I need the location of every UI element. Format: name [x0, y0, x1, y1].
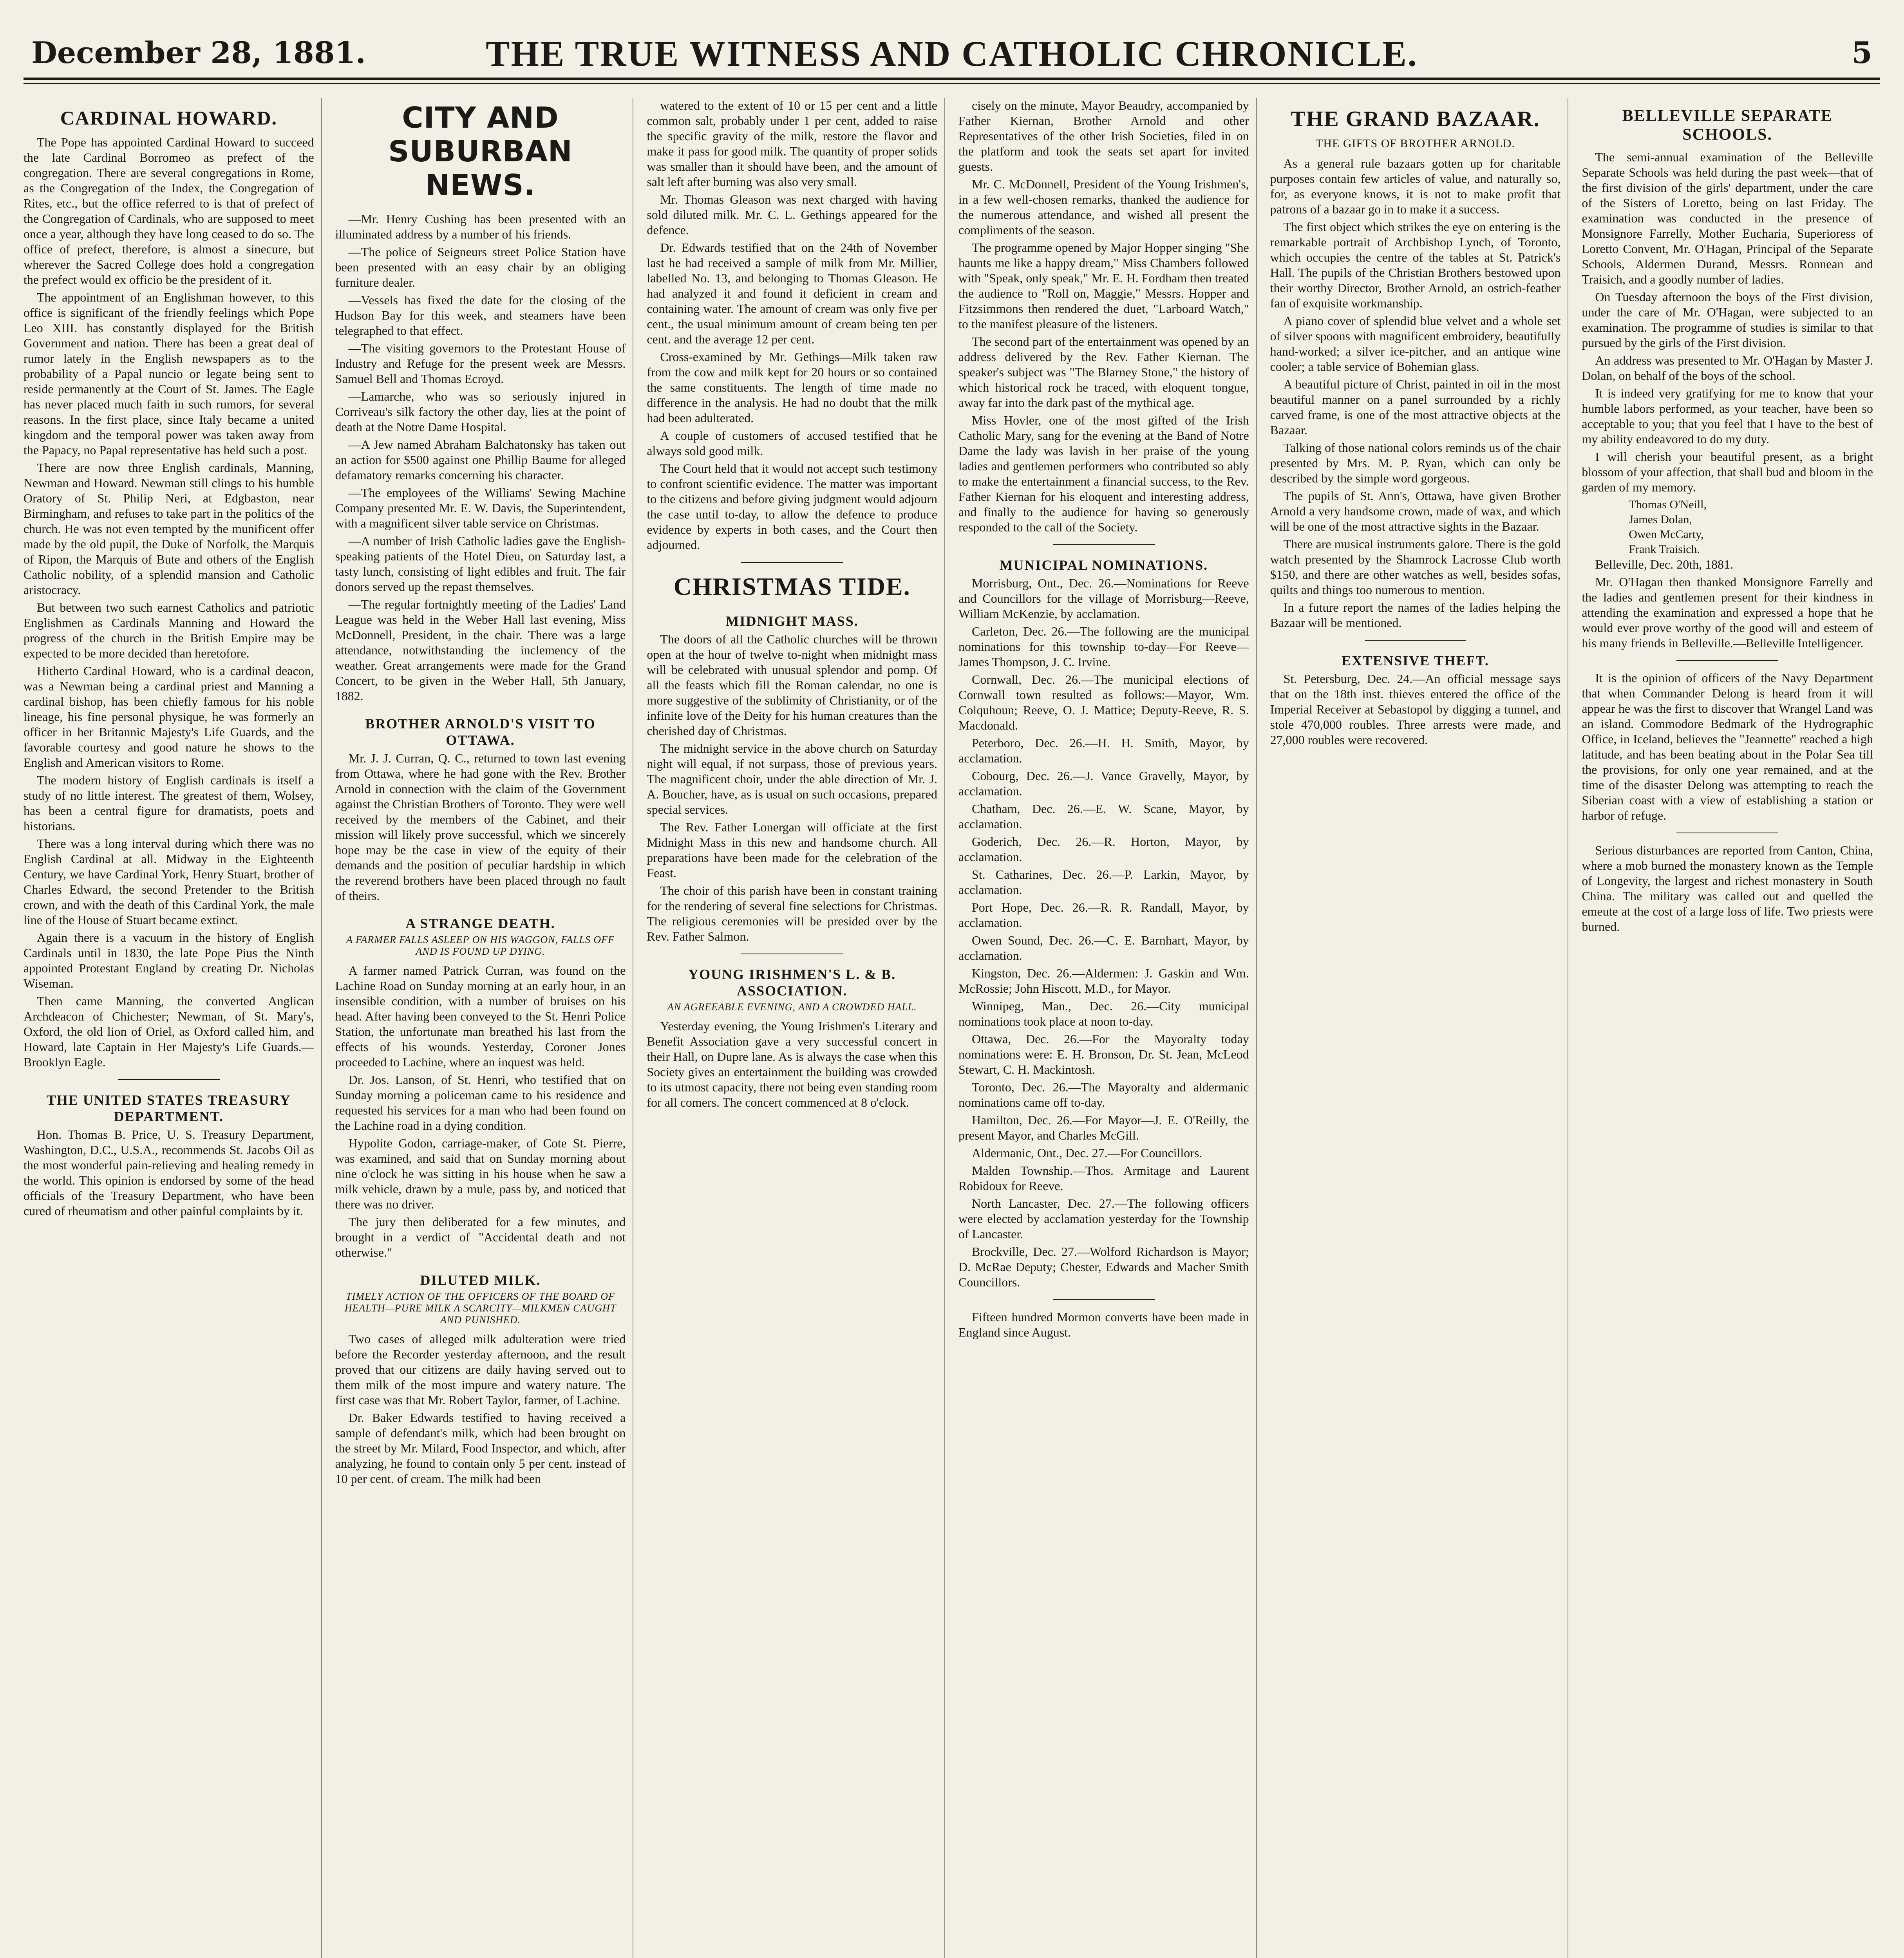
- article-paragraph: A beautiful picture of Christ, painted in oil in the most beautiful manner on a panel surrounded by a richly carved frame, is one of the most attractive objects at the Bazaar.: [1270, 377, 1561, 437]
- article-heading: EXTENSIVE THEFT.: [1342, 653, 1489, 668]
- news-item: —A Jew named Abraham Balchatonsky has taken out an action for $500 against one Phillip Baume for alleged defamatory remarks concerning his character.: [335, 437, 626, 482]
- article-heading: YOUNG IRISHMEN'S L. & B. ASSOCIATION.: [688, 966, 896, 999]
- nomination-item: Port Hope, Dec. 26.—R. R. Randall, Mayor, by acclamation.: [958, 900, 1249, 930]
- article-subheading: TIMELY ACTION OF THE OFFICERS OF THE BOARD OF HEALTH—PURE MILK A SCARCITY—MILKMEN CAUGHT AND PUNISHED.: [344, 1291, 617, 1326]
- nomination-item: Malden Township.—Thos. Armitage and Laurent Robidoux for Reeve.: [958, 1163, 1249, 1193]
- article-paragraph: An address was presented to Mr. O'Hagan by Master J. Dolan, on behalf of the boys of the school.: [1582, 353, 1873, 383]
- masthead-rule: [24, 78, 1880, 80]
- section-heading: CHRISTMAS TIDE.: [673, 573, 911, 600]
- signature-name: Thomas O'Neill,: [1629, 498, 1707, 511]
- section-heading: CITY AND SUBURBAN NEWS.: [388, 101, 573, 202]
- news-item: —A number of Irish Catholic ladies gave the English-speaking patients of the Hotel Dieu, on Saturday last, a tasty lunch, consisting of light edibles and fruit. The fair donors served up the repast themselves.: [335, 534, 626, 594]
- news-item: —Lamarche, who was so seriously injured in Corriveau's silk factory the other day, lies at the point of death at the Notre Dame Hospital.: [335, 389, 626, 434]
- column-4: [958, 98, 1257, 1958]
- article-subheading: AN AGREEABLE EVENING, AND A CROWDED HALL.: [667, 1001, 917, 1013]
- article-paragraph: Yesterday evening, the Young Irishmen's Literary and Benefit Association gave a very successful concert in their Hall, on Dupre lane. As is always the case when this Society gives an entertainment the building was crowded to its utmost capacity, there not being even standing room for all comers. The concert commenced at 8 o'clock.: [647, 1019, 937, 1109]
- article-subheading: THE GIFTS OF BROTHER ARNOLD.: [1316, 137, 1515, 150]
- column-3: [647, 98, 945, 1958]
- section-divider: [1365, 640, 1466, 641]
- section-divider: [1053, 544, 1155, 545]
- article-paragraph: Miss Hovler, one of the most gifted of the Irish Catholic Mary, sang for the evening at the Band of Notre Dame the lady was lavish in her praise of the young ladies and gentlemen performers who contributed so ably to make the entertainment a financial success, to the Rev. Father Kiernan for his eloquent and interesting address, and finally to the audience for having so generously responded to the call of the Society.: [958, 413, 1249, 534]
- news-item: —Mr. Henry Cushing has been presented with an illuminated address by a number of his friends.: [335, 212, 626, 241]
- article-paragraph: Hon. Thomas B. Price, U. S. Treasury Department, Washington, D.C., U.S.A., recommends St. Jacobs Oil as the most wonderful pain-relieving and healing remedy in the world. This opinion is endorsed by some of the head officials of the Treasury Department, who have been cured of rheumatism and other painful complaints by it.: [24, 1127, 314, 1218]
- section-divider: [741, 562, 843, 563]
- article-paragraph: On Tuesday afternoon the boys of the First division, under the care of Mr. O'Hagan, were subjected to an examination. The programme of studies is similar to that pursued by the girls of the First division.: [1582, 290, 1873, 350]
- article-paragraph: A piano cover of splendid blue velvet and a whole set of silver spoons with magnificent embroidery, beautifully hand-worked; a silver ice-pitcher, and an antique wine cooler; a table service of Bohemian glass.: [1270, 314, 1561, 374]
- nomination-item: Morrisburg, Ont., Dec. 26.—Nominations for Reeve and Councillors for the village of Morrisburg—Reeve, William McKenzie, by acclamation.: [958, 576, 1249, 621]
- column-1: [24, 98, 322, 1958]
- article-paragraph: The pupils of St. Ann's, Ottawa, have given Brother Arnold a very handsome crown, made of wax, and which will be one of the most attractive sights in the Bazaar.: [1270, 489, 1561, 533]
- article-paragraph: A couple of customers of accused testified that he always sold good milk.: [647, 428, 937, 458]
- article-paragraph: Dr. Jos. Lanson, of St. Henri, who testified that on Sunday morning a policeman came to his residence and requested his services for a man who had been found on the Lachine road in a dying condition.: [335, 1073, 626, 1133]
- article-paragraph: A farmer named Patrick Curran, was found on the Lachine Road on Sunday morning at an early hour, in an insensible condition, with a number of bruises on his head. After having been conveyed to the St. Henri Police Station, the unfortunate man breathed his last from the effects of his wounds. Yesterday, Coroner Jones proceeded to Lachine, where an inquest was held.: [335, 963, 626, 1069]
- page-number: 5: [1852, 35, 1872, 70]
- article-paragraph: The midnight service in the above church on Saturday night will equal, if not surpass, those of previous years. The magnificent choir, under the able direction of Mr. J. A. Boucher, have, as is usual on such occasions, prepared special services.: [647, 741, 937, 816]
- article-paragraph: The choir of this parish have been in constant training for the rendering of several fine selections for Christmas. The religious ceremonies will be presided over by the Rev. Father Salmon.: [647, 883, 937, 943]
- article-paragraph: The Pope has appointed Cardinal Howard to succeed the late Cardinal Borromeo as prefect of the congregation. There are several congregations in Rome, as the Congregation of the Index, the Congregation of Rites, etc., but the office referred to is that of prefect of the Congregation of Cardinals, who are supposed to meet once a year, although they have long ceased to do so. The office of prefect, therefore, is almost a sinecure, but wherever the Sacred College does hold a congregation the prefect would ex officio be the president of it.: [24, 135, 314, 287]
- section-divider: [118, 1079, 220, 1080]
- article-paragraph: Cross-examined by Mr. Gethings—Milk taken raw from the cow and milk kept for 20 hours or so contained the same constituents. The length of time made no difference in the analysis. He had no doubt that the milk had been adulterated.: [647, 350, 937, 425]
- article-paragraph: cisely on the minute, Mayor Beaudry, accompanied by Father Kiernan, Brother Arnold and other Representatives of the other Irish Societies, filed in on the platform and took the seats set apart for invited guests.: [958, 98, 1249, 173]
- nomination-item: Chatham, Dec. 26.—E. W. Scane, Mayor, by acclamation.: [958, 802, 1249, 831]
- nomination-item: Aldermanic, Ont., Dec. 27.—For Councillors.: [972, 1146, 1202, 1160]
- article-paragraph: Two cases of alleged milk adulteration were tried before the Recorder yesterday afternoon, and the result proved that our citizens are daily having served out to them milk of the most impure and watery nature. The first case was that Mr. Robert Taylor, farmer, of Lachine.: [335, 1332, 626, 1407]
- section-divider: [1676, 660, 1778, 661]
- article-paragraph: There was a long interval during which there was no English Cardinal at all. Midway in the Eighteenth Century, we have Cardinal York, Henry Stuart, brother of Charles Edward, the second Pretender to the British crown, and with the death of this Cardinal York, the male line of the House of Stuart became extinct.: [24, 836, 314, 927]
- nomination-item: Ottawa, Dec. 26.—For the Mayoralty today nominations were: E. H. Bronson, Dr. St. Jean, McLeod Stewart, C. H. Mackintosh.: [958, 1032, 1249, 1077]
- nomination-item: Cornwall, Dec. 26.—The municipal elections of Cornwall town resulted as follows:—Mayor, Wm. Colquhoun; Reeve, O. J. Mattice; Deputy-Reeve, R. S. Macdonald.: [958, 672, 1249, 732]
- issue-date: December 28, 1881.: [31, 35, 366, 70]
- article-paragraph: Talking of those national colors reminds us of the chair presented by Mrs. M. P. Ryan, which can only be described by the simple word gorgeous.: [1270, 441, 1561, 485]
- article-subheading: A FARMER FALLS ASLEEP ON HIS WAGGON, FALLS OFF AND IS FOUND UP DYING.: [346, 934, 615, 957]
- article-paragraph: The appointment of an Englishman however, to this office is significant of the friendly feelings which Pope Leo XIII. has constantly displayed for the British Government and nation. There has been a great deal of rumor lately in the English newspapers as to the probability of a Papal nuncio or legate being sent to reside permanently at the Court of St. James. The Eagle has never placed much faith in such rumors, for several reasons. In the first place, since Italy became a united kingdom and the temporal power was taken away from the Papacy, no Papal representative has held such a post.: [24, 290, 314, 457]
- article-paragraph: It is indeed very gratifying for me to know that your humble labors performed, as your teacher, have been so acceptable to you; that you feel that I have to the best of my ability endeavored to do my duty.: [1582, 386, 1873, 446]
- article-paragraph: I will cherish your beautiful present, as a bright blossom of your affection, that shall bud and bloom in the garden of my memory.: [1582, 450, 1873, 494]
- article-paragraph: The Court held that it would not accept such testimony to confront scientific evidence. The matter was important to the citizens and before giving judgment would adjourn the case until to-day, to allow the defence to produce evidence by experts in both cases, and the Court then adjourned.: [647, 461, 937, 552]
- dateline: Belleville, Dec. 20th, 1881.: [1595, 557, 1734, 571]
- article-paragraph: St. Petersburg, Dec. 24.—An official message says that on the 18th inst. thieves entered the office of the Imperial Receiver at Sebastopol by digging a tunnel, and stole 470,000 roubles. Three arrests were made, and 27,000 roubles were recovered.: [1270, 672, 1561, 747]
- article-heading: BROTHER ARNOLD'S VISIT TO OTTAWA.: [365, 716, 596, 748]
- article-paragraph: Mr. O'Hagan then thanked Monsignore Farrelly and the ladies and gentlemen present for their kindness in attending the examination and expressed a hope that he would ever prove worthy of the good will and esteem of his many friends in Belleville.—Belleville Intelligencer.: [1582, 575, 1873, 650]
- article-paragraph: The Rev. Father Lonergan will officiate at the first Midnight Mass in this new and handsome church. All preparations have been made for the celebration of the Feast.: [647, 820, 937, 880]
- newspaper-title: THE TRUE WITNESS AND CATHOLIC CHRONICLE.: [486, 34, 1418, 74]
- article-paragraph: Serious disturbances are reported from Canton, China, where a mob burned the monastery known as the Temple of Longevity, the largest and richest monastery in South China. The military was called out and quelled the emeute at the cost of a large loss of life. Two priests were burned.: [1582, 843, 1873, 934]
- article-heading: MIDNIGHT MASS.: [725, 613, 859, 629]
- nomination-item: Carleton, Dec. 26.—The following are the municipal nominations for this township to-day—For Reeve—James Thompson, J. C. Irvine.: [958, 624, 1249, 669]
- article-paragraph: The programme opened by Major Hopper singing "She haunts me like a happy dream," Miss Chambers followed with "Speak, only speak," Mr. E. H. Fordham then treated the audience to "Roll on, Maggie," Messrs. Hopper and Fitzsimmons then rendered the duet, "Larboard Watch," to the manifest pleasure of the listeners.: [958, 240, 1249, 331]
- nomination-item: Owen Sound, Dec. 26.—C. E. Barnhart, Mayor, by acclamation.: [958, 933, 1249, 963]
- article-paragraph: Mr. J. J. Curran, Q. C., returned to town last evening from Ottawa, where he had gone with the Rev. Brother Arnold in connection with the claim of the Government against the Christian Brothers of Toronto. They were well received by the members of the Cabinet, and their mission will likely prove successful, which we sincerely hope may be the case in view of the equity of their demands and the position of peculiar hardship in which the reverend brothers have been placed through no fault of theirs.: [335, 751, 626, 903]
- newspaper-columns: [24, 98, 1880, 1958]
- section-heading: THE GRAND BAZAAR.: [1291, 107, 1540, 131]
- article-paragraph: Hitherto Cardinal Howard, who is a cardinal deacon, was a Newman being a cardinal priest and Manning a cardinal bishop, has been chiefly famous for his noble lineage, his fine personal physique, he was formerly an officer in her Britannic Majesty's Life Guards, and the favorable courtesy and good nature he shows to the English and American visitors to Rome.: [24, 664, 314, 769]
- masthead-rule-thin: [24, 83, 1880, 84]
- article-paragraph: There are now three English cardinals, Manning, Newman and Howard. Newman still clings to his humble Oratory of St. Philip Neri, at Edgbaston, near Birmingham, and refuses to take part in the politics of the church. He was not even tempted by the munificent offer made by the old pupil, the Duke of Norfolk, the Marquis of Ripon, the Marquis of Bute and others of the English Catholic nobility, of a splendid mansion and Catholic aristocracy.: [24, 461, 314, 597]
- nomination-item: North Lancaster, Dec. 27.—The following officers were elected by acclamation yesterday for the Township of Lancaster.: [958, 1196, 1249, 1241]
- article-paragraph: In a future report the names of the ladies helping the Bazaar will be mentioned.: [1270, 600, 1561, 630]
- nomination-item: Toronto, Dec. 26.—The Mayoralty and aldermanic nominations came off to-day.: [958, 1080, 1249, 1109]
- article-heading: CARDINAL HOWARD.: [60, 107, 277, 129]
- nomination-item: Cobourg, Dec. 26.—J. Vance Gravelly, Mayor, by acclamation.: [958, 769, 1249, 798]
- news-item: —The employees of the Williams' Sewing Machine Company presented Mr. E. W. Davis, the Superintendent, with a magnificent silver table service on Christmas.: [335, 486, 626, 530]
- news-item: —The regular fortnightly meeting of the Ladies' Land League was held in the Weber Hall last evening, Miss McDonnell, President, in the chair. There was a large attendance, notwithstanding the inclemency of the weather. Great arrangements were made for the Grand Concert, to be given in the Weber Hall, 5th January, 1882.: [335, 597, 626, 703]
- column-5: [1270, 98, 1569, 1958]
- article-paragraph: The semi-annual examination of the Belleville Separate Schools was held during the past week—that of the first division of the girls' department, under the care of the Sisters of Loretto, being on last Friday. The examination was conducted in the presence of Monsignore Farrelly, Mother Eucharia, Superioress of Loretto Convent, Mr. O'Hagan, Principal of the Separate Schools, Aldermen Durand, Messrs. Ronnean and Traisich, and a goodly number of ladies.: [1582, 150, 1873, 286]
- article-paragraph: It is the opinion of officers of the Navy Department that when Commander Delong is heard from it will appear he was the first to discover that Wrangel Land was an island. Commodore Bedmark of the Hydrographic Office, in Iceland, believes the "Jeannette" reached a high latitude, and has been beating about in the Polar Sea till the provisions, for only one year remained, and at the time of the disaster Delong was attempting to reach the Siberian coast with a view of establishing a station or harbor of refuge.: [1582, 671, 1873, 822]
- article-paragraph: Dr. Edwards testified that on the 24th of November last he had received a sample of milk from Mr. Millier, labelled No. 13, and belonging to Thomas Gleason. He had analyzed it and found it deficient in cream and containing water. The amount of cream was only five per cent., the usual minimum amount of cream being ten per cent. and the average 12 per cent.: [647, 240, 937, 346]
- column-6: [1582, 98, 1880, 1958]
- article-paragraph: The jury then deliberated for a few minutes, and brought in a verdict of "Accidental death and not otherwise.": [335, 1215, 626, 1259]
- article-paragraph: The doors of all the Catholic churches will be thrown open at the hour of twelve to-night when midnight mass will be celebrated with unusual splendor and pomp. Of all the feasts which fill the Roman calendar, no one is more suggestive of the sublimity of Christianity, or of the infinite love of the Deity for his human creatures than the cherished day of Christmas.: [647, 632, 937, 738]
- article-paragraph: Mr. Thomas Gleason was next charged with having sold diluted milk. Mr. C. L. Gethings appeared for the defence.: [647, 192, 937, 237]
- article-paragraph: There are musical instruments galore. There is the gold watch presented by the Shamrock Lacrosse Club worth $150, and there are other watches as well, besides sofas, quilts and things too numerous to mention.: [1270, 537, 1561, 597]
- signature-name: James Dolan,: [1629, 513, 1692, 526]
- section-heading: BELLEVILLE SEPARATE SCHOOLS.: [1622, 107, 1833, 144]
- article-paragraph: The first object which strikes the eye on entering is the remarkable portrait of Archbishop Lynch, of Toronto, which occupies the centre of the tables at St. Patrick's Hall. The pupils of the Christian Brothers bestowed upon their worthy Director, Brother Arnold, an ostrich-feather fan of exquisite workmanship.: [1270, 220, 1561, 310]
- article-paragraph: Again there is a vacuum in the history of English Cardinals until in 1830, the late Pope Pius the Ninth appointed Protestant England by creating Dr. Nicholas Wiseman.: [24, 930, 314, 990]
- news-item: —The police of Seigneurs street Police Station have been presented with an easy chair by an obliging furniture dealer.: [335, 245, 626, 289]
- article-heading: DILUTED MILK.: [420, 1272, 541, 1288]
- nomination-item: Brockville, Dec. 27.—Wolford Richardson is Mayor; D. McRae Deputy; Chester, Edwards and Macher Smith Councillors.: [958, 1245, 1249, 1289]
- news-item: —The visiting governors to the Protestant House of Industry and Refuge for the present week are Messrs. Samuel Bell and Thomas Ecroyd.: [335, 341, 626, 386]
- nomination-item: St. Catharines, Dec. 26.—P. Larkin, Mayor, by acclamation.: [958, 867, 1249, 897]
- article-paragraph: The modern history of English cardinals is itself a study of no little interest. The greatest of them, Wolsey, has been a central figure for dramatists, poets and historians.: [24, 773, 314, 833]
- signature-name: Owen McCarty,: [1629, 528, 1704, 541]
- nomination-item: Winnipeg, Man., Dec. 26.—City municipal nominations took place at noon to-day.: [958, 999, 1249, 1028]
- section-divider: [1053, 1299, 1155, 1300]
- article-heading: THE UNITED STATES TREASURY DEPARTMENT.: [46, 1092, 291, 1124]
- article-paragraph: Then came Manning, the converted Anglican Archdeacon of Chichester; Newman, of St. Mary's, Oxford, the old lion of Oriel, as Oxford called him, and Howard, late Captain in Her Majesty's Life Guards.—Brooklyn Eagle.: [24, 994, 314, 1069]
- nomination-item: Goderich, Dec. 26.—R. Horton, Mayor, by acclamation.: [958, 834, 1249, 864]
- masthead: [24, 27, 1880, 94]
- article-heading: A STRANGE DEATH.: [405, 916, 555, 931]
- nomination-item: Peterboro, Dec. 26.—H. H. Smith, Mayor, by acclamation.: [958, 736, 1249, 765]
- column-2: [335, 98, 634, 1958]
- article-paragraph: watered to the extent of 10 or 15 per cent and a little common salt, probably under 1 per cent, added to raise the specific gravity of the milk, restore the flavor and make it pass for good milk. The quantity of proper solids was smaller than it should have been, and the amount of salt left after burning was also very small.: [647, 98, 937, 189]
- news-item: —Vessels has fixed the date for the closing of the Hudson Bay for this week, and steamers have been telegraphed to that effect.: [335, 293, 626, 338]
- article-paragraph: The second part of the entertainment was opened by an address delivered by the Rev. Father Kiernan. The speaker's subject was "The Blarney Stone," the history of which historical rock he traced, with eloquent tongue, away far into the dark past of the mythical age.: [958, 334, 1249, 410]
- article-paragraph: But between two such earnest Catholics and patriotic Englishmen as Cardinals Manning and Howard the progress of the church in the British Empire may be expected to be more decided than heretofore.: [24, 600, 314, 660]
- article-paragraph: Fifteen hundred Mormon converts have been made in England since August.: [958, 1310, 1249, 1339]
- signature-block: [1629, 497, 1873, 557]
- article-paragraph: Hypolite Godon, carriage-maker, of Cote St. Pierre, was examined, and said that on Sunday morning about nine o'clock he was sitting in his house when he saw a milk vehicle, drawn by a mule, pass by, and noticed that there was no driver.: [335, 1136, 626, 1211]
- nomination-item: Kingston, Dec. 26.—Aldermen: J. Gaskin and Wm. McRossie; John Hiscott, M.D., for Mayor.: [958, 966, 1249, 995]
- signature-name: Frank Traisich.: [1629, 543, 1700, 556]
- article-paragraph: Dr. Baker Edwards testified to having received a sample of defendant's milk, which had been brought on the street by Mr. Milard, Food Inspector, and which, after analyzing, he found to contain only 5 per cent. instead of 10 per cent. of cream. The milk had been: [335, 1411, 626, 1486]
- nomination-item: Hamilton, Dec. 26.—For Mayor—J. E. O'Reilly, the present Mayor, and Charles McGill.: [958, 1113, 1249, 1142]
- article-heading: MUNICIPAL NOMINATIONS.: [999, 557, 1208, 573]
- article-paragraph: Mr. C. McDonnell, President of the Young Irishmen's, in a few well-chosen remarks, thanked the audience for the numerous attendance, and wished all present the compliments of the season.: [958, 177, 1249, 237]
- article-paragraph: As a general rule bazaars gotten up for charitable purposes contain few articles of value, and naturally so, for, as everyone knows, it is not to make profit that patrons of a bazaar go in to make it a success.: [1270, 156, 1561, 216]
